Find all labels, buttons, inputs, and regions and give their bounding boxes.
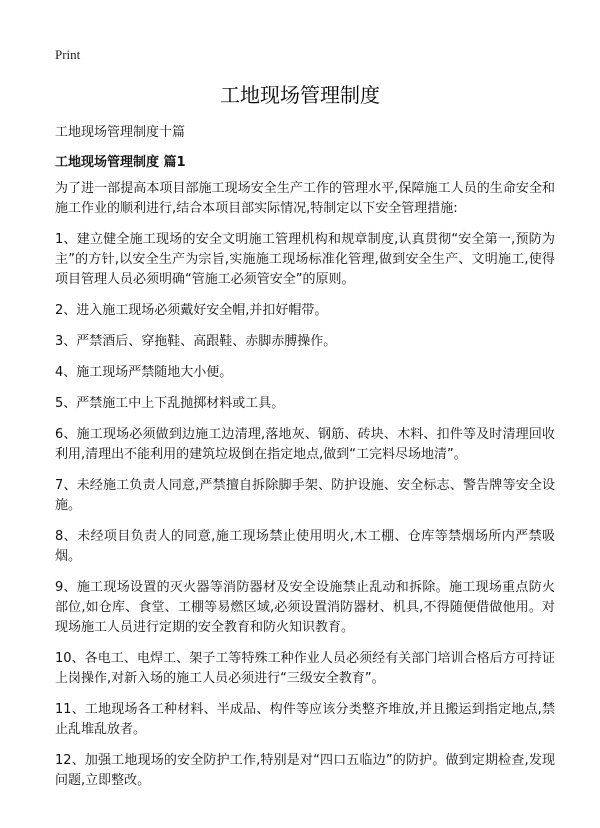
rule-item-1: 1、建立健全施工现场的安全文明施工管理机构和规章制度,认真贯彻“安全第一,预防为主”的方针,以安全生产为宗旨,实施施工现场标准化管理,做到安全生产、文明施工,使得项目管理人员必须明确“管施工必须管安全”的原则。 bbox=[55, 232, 555, 287]
rule-item-3: 3、严禁酒后、穿拖鞋、高跟鞋、赤脚赤膊操作。 bbox=[55, 334, 337, 349]
print-link[interactable]: Print bbox=[55, 47, 81, 62]
section-heading: 工地现场管理制度 篇1 bbox=[55, 155, 186, 170]
rule-item-2: 2、进入施工现场必须戴好安全帽,并扣好帽带。 bbox=[55, 303, 328, 318]
page-title: 工地现场管理制度 bbox=[220, 83, 380, 107]
rule-item-7: 7、未经施工负责人同意,严禁擅自拆除脚手架、防护设施、安全标志、警告牌等安全设施。 bbox=[55, 478, 555, 513]
rule-item-11: 11、工地现场各工种材料、半成品、构件等应该分类整齐堆放,并且搬运到指定地点,禁止乱堆乱放者。 bbox=[55, 702, 555, 737]
rule-item-5: 5、严禁施工中上下乱抛掷材料或工具。 bbox=[55, 396, 285, 411]
rule-item-12: 12、加强工地现场的安全防护工作,特别是对“四口五临边”的防护。做到定期检查,发现问题,立即整改。 bbox=[55, 753, 555, 788]
rule-item-9: 9、施工现场设置的灭火器等消防器材及安全设施禁止乱动和拆除。施工现场重点防火部位,如仓库、食堂、工棚等易燃区域,必须设置消防器材、机具,不得随便借做他用。对现场施工人员进行定期的安全教育和防火知识教育。 bbox=[55, 580, 555, 635]
rule-item-6: 6、施工现场必须做到边施工边清理,落地灰、钢筋、砖块、木料、扣件等及时清理回收利用,清理出不能利用的建筑垃圾倒在指定地点,做到“工完料尽场地清”。 bbox=[55, 427, 555, 462]
document-body bbox=[55, 179, 555, 802]
rule-item-8: 8、未经项目负责人的同意,施工现场禁止使用明火,木工棚、仓库等禁烟场所内严禁吸烟。 bbox=[55, 529, 555, 564]
rule-item-10: 10、各电工、电焊工、架子工等特殊工种作业人员必须经有关部门培训合格后方可持证上岗操作,对新入场的施工人员必须进行“三级安全教育”。 bbox=[55, 651, 555, 686]
document-subtitle: 工地现场管理制度十篇 bbox=[55, 125, 186, 140]
rule-item-4: 4、施工现场严禁随地大小便。 bbox=[55, 365, 233, 380]
intro-paragraph: 为了进一部提高本项目部施工现场安全生产工作的管理水平,保障施工人员的生命安全和施工作业的顺利进行,结合本项目部实际情况,特制定以下安全管理措施: bbox=[55, 181, 555, 216]
